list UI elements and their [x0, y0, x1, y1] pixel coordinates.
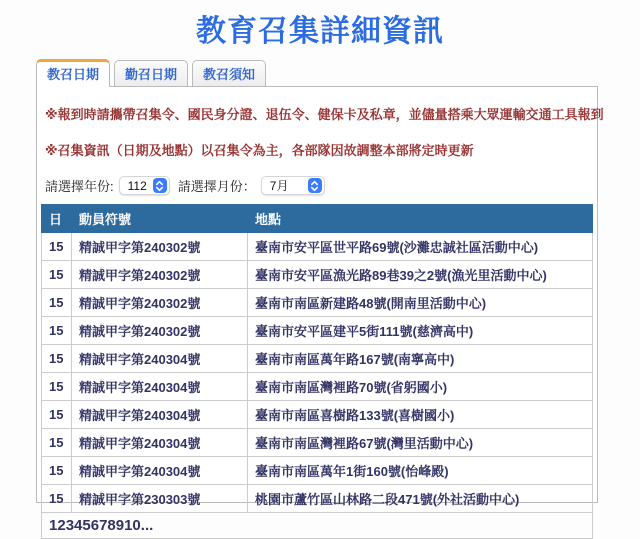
cell-symbol: 精誠甲字第230303號 [72, 485, 248, 513]
cell-symbol: 精誠甲字第240304號 [72, 373, 248, 401]
header-location: 地點 [248, 205, 593, 233]
page-link-3[interactable]: 3 [65, 517, 75, 534]
cell-location: 臺南市南區灣裡路67號(灣里活動中心) [248, 429, 593, 457]
cell-symbol: 精誠甲字第240302號 [72, 289, 248, 317]
cell-day: 15 [42, 289, 72, 317]
content-panel [36, 86, 604, 534]
page-link-6[interactable]: 6 [90, 517, 100, 534]
header-mobilization-symbol: 動員符號 [72, 205, 248, 233]
table-row [42, 289, 593, 317]
page-link-10[interactable]: 10 [124, 517, 141, 534]
up-down-chevrons-icon [309, 180, 320, 192]
month-select[interactable] [261, 176, 325, 195]
notice-report-requirements: ※報到時請攜帶召集令、國民身分證、退伍令、健保卡及私章，並儘量搭乘大眾運輸交通工具報到 [45, 107, 604, 122]
table-row [42, 429, 593, 457]
page-link-2[interactable]: 2 [57, 517, 66, 534]
pagination-row [42, 513, 593, 539]
cell-symbol: 精誠甲字第240302號 [72, 233, 248, 261]
page-link-1[interactable]: 1 [49, 517, 58, 534]
call-schedule-table [41, 204, 593, 539]
cell-location: 臺南市安平區建平5街111號(慈濟高中) [248, 317, 593, 345]
tab-bar [36, 59, 640, 86]
cell-location: 臺南市南區新建路48號(開南里活動中心) [248, 289, 593, 317]
cell-day: 15 [42, 373, 72, 401]
pagination-cell [42, 513, 593, 539]
table-row [42, 373, 593, 401]
table-row [42, 485, 593, 513]
cell-day: 15 [42, 485, 72, 513]
cell-symbol: 精誠甲字第240304號 [72, 429, 248, 457]
cell-location: 臺南市南區萬年1街160號(怡峰殿) [248, 457, 593, 485]
cell-location: 臺南市安平區世平路69號(沙灘忠誠社區活動中心) [248, 233, 593, 261]
cell-location: 臺南市南區萬年路167號(南寧高中) [248, 345, 593, 373]
tab-edu-call-date[interactable]: 教召日期 [36, 59, 110, 87]
cell-day: 15 [42, 317, 72, 345]
cell-symbol: 精誠甲字第240302號 [72, 261, 248, 289]
pagination-ellipsis[interactable]: ... [140, 517, 154, 534]
page-title: 教育召集詳細資訊 [196, 15, 444, 48]
table-row [42, 233, 593, 261]
cell-day: 15 [42, 345, 72, 373]
cell-location: 桃園市蘆竹區山林路二段471號(外社活動中心) [248, 485, 593, 513]
page-link-9[interactable]: 9 [115, 517, 125, 534]
year-select-value: 112 [127, 178, 147, 193]
cell-symbol: 精誠甲字第240302號 [72, 317, 248, 345]
cell-day: 15 [42, 429, 72, 457]
pagination [49, 517, 153, 534]
year-select[interactable] [119, 176, 170, 195]
notice-info-update: ※召集資訊（日期及地點）以召集令為主，各部隊因故調整本部將定時更新 [45, 143, 474, 158]
cell-day: 15 [42, 233, 72, 261]
table-row [42, 345, 593, 373]
page-link-8[interactable]: 8 [107, 517, 116, 534]
page-link-7[interactable]: 7 [99, 517, 108, 534]
cell-symbol: 精誠甲字第240304號 [72, 457, 248, 485]
table-row [42, 261, 593, 289]
tab-edu-call-notes[interactable]: 教召須知 [192, 60, 266, 86]
cell-day: 15 [42, 457, 72, 485]
year-select-label: 請選擇年份: [45, 179, 114, 194]
page-link-5[interactable]: 5 [82, 517, 91, 534]
select-stepper-icon [153, 178, 167, 193]
page-link-4[interactable]: 4 [74, 517, 83, 534]
filter-row [45, 176, 589, 195]
month-select-value: 7月 [269, 179, 289, 193]
up-down-chevrons-icon [154, 180, 165, 192]
cell-day: 15 [42, 261, 72, 289]
cell-location: 臺南市南區灣裡路70號(省躬國小) [248, 373, 593, 401]
cell-location: 臺南市南區喜樹路133號(喜樹國小) [248, 401, 593, 429]
cell-day: 15 [42, 401, 72, 429]
table-row [42, 317, 593, 345]
month-select-label: 請選擇月份： [177, 179, 256, 194]
table-row [42, 457, 593, 485]
tab-duty-call-date[interactable]: 勤召日期 [114, 60, 188, 86]
select-stepper-icon [308, 178, 322, 193]
cell-location: 臺南市安平區漁光路89巷39之2號(漁光里活動中心) [248, 261, 593, 289]
table-row [42, 401, 593, 429]
cell-symbol: 精誠甲字第240304號 [72, 345, 248, 373]
cell-symbol: 精誠甲字第240304號 [72, 401, 248, 429]
header-day: 日 [42, 205, 72, 233]
table-header-row [42, 205, 593, 233]
